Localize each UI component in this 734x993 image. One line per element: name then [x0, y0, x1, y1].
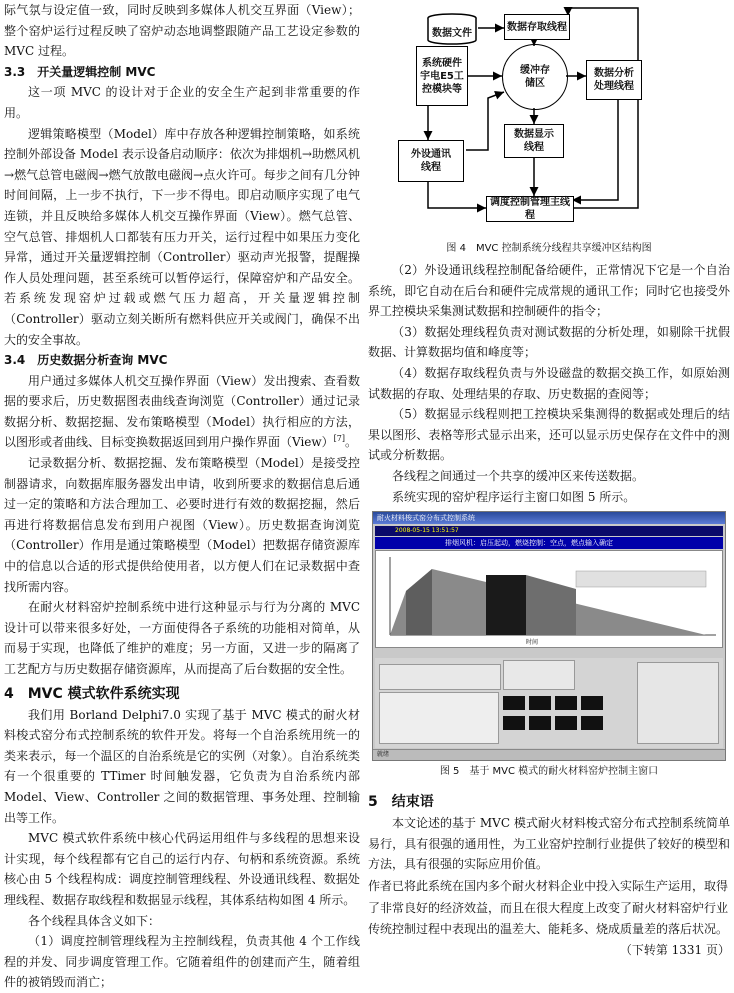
- paragraph: 记录数据分析、数据挖掘、发布策略模型（Model）是接受控制器请求，向数据库服务器发出申请，收到所要求的数据信息后通过一定的策略和方法合理加工、必要时进行有效的数据挖掘，然后再进行将数据信息发布到用户视图（View）。历史数据查询浏览（Controller）作用是通过策略模型（Model）把数据存储资源库中的信息以合适的形式提供给使用者，以方便人们在记录数据中查找所需内容。: [4, 456, 360, 594]
- temperature-curve-plot: [375, 550, 723, 648]
- zone-display: [529, 716, 551, 730]
- paragraph: （4）数据存取线程负责与外设磁盘的数据交换工作，如原始测试数据的存取、处理结果的存取、历史数据的查阅等；: [368, 365, 730, 401]
- zone-table: [379, 692, 499, 744]
- zone-control-panels: [375, 658, 723, 748]
- screenshot-banner: 排烟风机：启压起动，燃烧控制：空点，燃点输入确定: [375, 537, 723, 549]
- scheduler-thread-box: 调度控制管理主线程: [486, 196, 574, 222]
- connector: [466, 92, 504, 150]
- connector: [428, 182, 486, 208]
- buffer-circle: 缓冲存 储区: [502, 44, 568, 110]
- hardware-box: 系统硬件 宇电E5工 控模块等: [416, 46, 468, 106]
- left-column: [4, 0, 360, 993]
- comm-thread-box: 外设通讯 线程: [398, 140, 464, 182]
- paragraph: 本文论述的基于 MVC 模式耐火材料梭式窑分布式控制系统简单易行，具有很强的通用性，为工业窑炉控制行业提供了较好的模型和方法，具有很强的实际应用价值。: [368, 816, 730, 872]
- current-segment: [486, 575, 526, 635]
- plot-axis-label: 时间: [526, 639, 539, 647]
- paragraph: 作者已将此系统在国内多个耐火材料企业中投入实际生产运用，取得了非常良好的经济效益，而且在很大程度上改变了耐火材料窑炉行业传统控制过程中表现出的温差大、能耗多、烧成质量差的落后状况。: [368, 878, 729, 937]
- db-file-label: 数据文件: [432, 28, 472, 39]
- paragraph: 逻辑策略模型（Model）库中存放各种逻辑控制策略，如系统控制外部设备 Model 表示设备启动顺序：依次为排烟机→助燃风机→燃气总管电磁阀→燃气放散电磁阀→点火许可。每步之间有几分钟时间间隔，上一步不执行，下一步不得电。即启动顺序实现了电气连锁，并且反映给多媒体人机交互操作界面（View）。燃气总管、空气总管、排烟机人口都装有压力开关，运行过程中如果压力变化异常，通过开关量逻辑控制（Controller）驱动声光报警，提醒操作人员处理问题，甚至系统可以暂停运行，保障窑炉和产品安全。若系统发现窑炉过载或燃气压力超高，开关量逻辑控制（Controller）驱动立刻关断所有燃料供应开关或阀门，确保不出大的安全事故。: [4, 126, 360, 347]
- heading-4: 4 MVC 模式软件系统实现: [4, 685, 180, 702]
- zone-display: [555, 696, 577, 710]
- paragraph: 在耐火材料窑炉控制系统中进行这种显示与行为分离的 MVC 设计可以带来很多好处，一方面使得各子系统的功能相对简单，从而易于实现，也降低了维护的难度；另一方面，又进一步的隔离了工艺配方与历史数据存储资源库，从而提高了后台数据的安全性。: [4, 600, 360, 676]
- display-thread-box: 数据显示 线程: [504, 124, 564, 158]
- heading-5: 5 结束语: [368, 794, 434, 811]
- paragraph: （1）调度控制管理线程为主控制线程，负责其他 4 个工作线程的并发、同步调度管理工作。它随着组件的创建而产生，随着组件的被销毁而消亡；: [4, 934, 360, 990]
- connector: [572, 100, 618, 200]
- citation: [7]: [333, 434, 346, 444]
- paragraph: 各个线程具体含义如下：: [28, 913, 161, 928]
- summary-panel: [637, 662, 719, 744]
- zone-display: [503, 696, 525, 710]
- control-panel: [379, 664, 501, 690]
- continued-note: （下转第 1331 页）: [619, 942, 730, 957]
- storage-thread-box: 数据存取线程: [504, 14, 570, 40]
- figure-4-caption: 图 4 MVC 控制系统分线程共享缓冲区结构图: [446, 243, 652, 254]
- right-column: [368, 0, 730, 960]
- paragraph: 用户通过多媒体人机交互操作界面（View）发出搜索、查看数据的要求后，历史数据图表曲线查询浏览（Controller）通过记录数据分析、数据挖掘、发布策略模型（Model）执行相应的方法，以图形或者曲线、目标变换数据返回到用户操作界面（View）[7]。: [4, 373, 360, 450]
- paragraph: （5）数据显示线程则把工控模块采集测得的数据或处理后的结果以图形、表格等形式显示出来，还可以显示历史保存在文件中的测试或分析数据。: [368, 407, 730, 463]
- screenshot-status-bar: 就绪: [373, 749, 725, 760]
- heading-3-4: 3.4 历史数据分析查询 MVC: [4, 353, 168, 368]
- zone-display: [529, 696, 551, 710]
- control-panel: [503, 660, 575, 690]
- zone-display: [555, 716, 577, 730]
- zone-display: [581, 696, 603, 710]
- screenshot-title-bar: 耐火材料梭式窑分布式控制系统: [373, 512, 725, 524]
- paragraph: 这一项 MVC 的设计对于企业的安全生产起到非常重要的作用。: [4, 85, 360, 120]
- screenshot-toolbar: 2008-05-15 13:51:57: [375, 526, 723, 536]
- figure-4-diagram: [368, 0, 730, 236]
- paragraph-continued: 际气氛与设定值一致，同时反映到多媒体人机交互界面（View）；整个窑炉运行过程反映了窑炉动态地调整跟随产品工艺设定参数的 MVC 过程。: [4, 3, 360, 59]
- paragraph: （2）外设通讯线程控制配备给硬件，正常情况下它是一个自治系统，即它自动在后台和硬件完成常规的通讯工作；同时它也接受外界工控模块采集测试数据和控制硬件的指令；: [368, 263, 730, 319]
- paragraph: MVC 模式软件系统中核心代码运用组件与多线程的思想来设计实现，每个线程都有它自己的运行内存、句柄和系统资源。系统核心由 5 个线程构成：调度控制管理线程、外设通讯线程、数据处理线程、数据存取线程和数据显示线程，其体系结构如图 4 所示。: [4, 831, 360, 907]
- paragraph: 我们用 Borland Delphi7.0 实现了基于 MVC 模式的耐火材料梭式窑分布式控制系统的软件开发。将每一个自治系统用统一的类来表示，每一个温区的自治系统是它的实例（对象）。自治系统类有一个很重要的 TTimer 时间触发器，它负责为自治系统内部 Model、View、Controller 之间的数据管理、事务处理、控制输出等工作。: [4, 707, 360, 825]
- figure-5-screenshot: [372, 511, 726, 761]
- kiln-curve-graphic: [376, 551, 722, 645]
- paragraph: （3）数据处理线程负责对测试数据的分析处理，如剔除干扰假数据、计算数据均值和峰度等；: [368, 324, 730, 360]
- zone-display: [503, 716, 525, 730]
- connector: [568, 8, 638, 208]
- paragraph: 各线程之间通过一个共享的缓冲区来传送数据。: [392, 468, 645, 483]
- zone-display: [581, 716, 603, 730]
- analysis-thread-box: 数据分析 处理线程: [586, 60, 642, 100]
- figure-5-caption: 图 5 基于 MVC 模式的耐火材料窑炉控制主窗口: [439, 766, 659, 778]
- paragraph: 系统实现的窑炉程序运行主窗口如图 5 所示。: [392, 489, 636, 504]
- heading-3-3: 3.3 开关量逻辑控制 MVC: [4, 64, 156, 79]
